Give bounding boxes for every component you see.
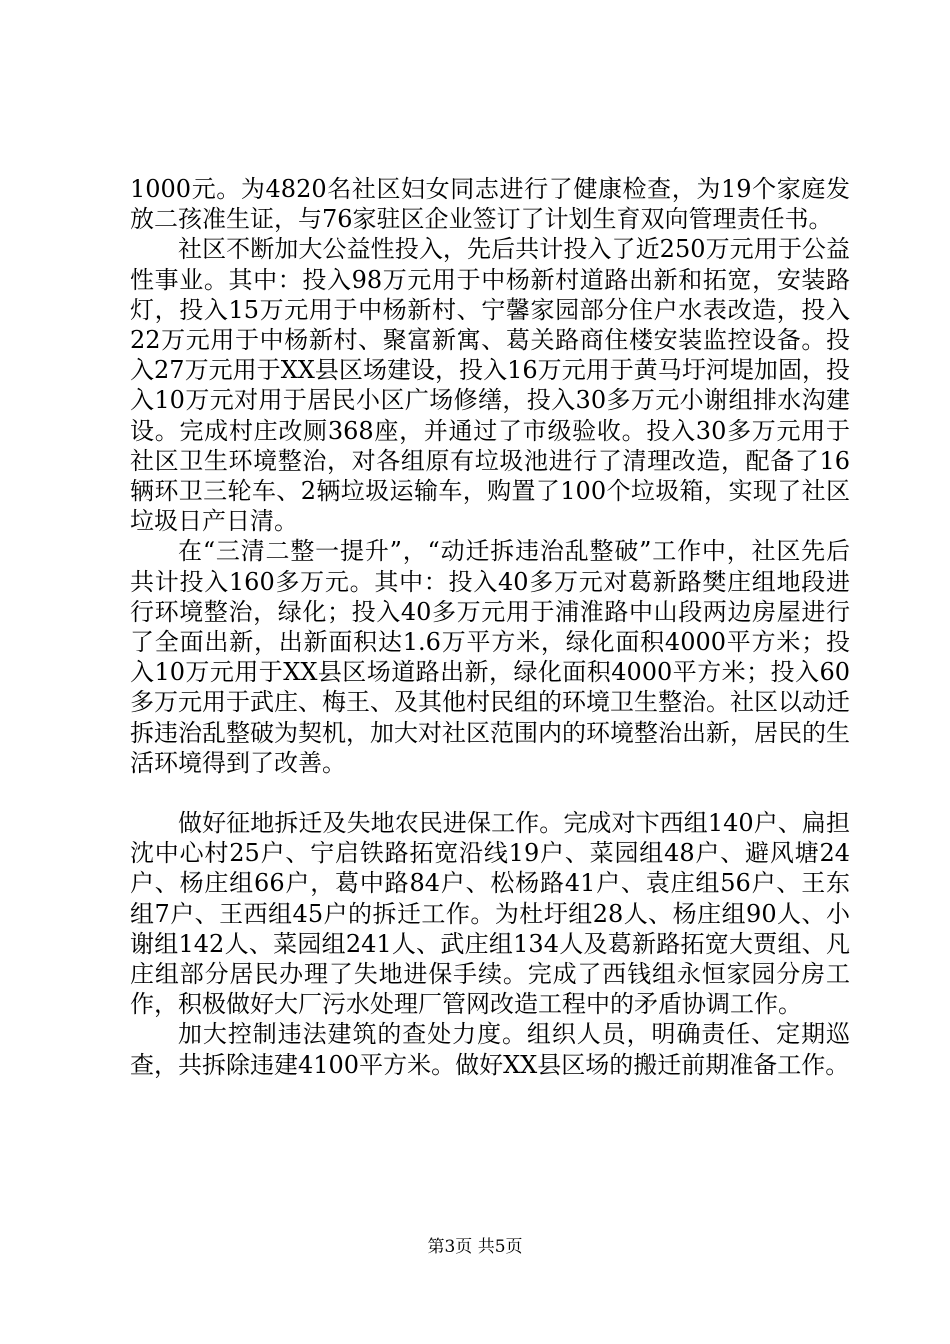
paragraph-3: 在“三清二整一提升”，“动迁拆违治乱整破”工作中，社区先后共计投入160多万元。其中：投入40多万元对葛新路樊庄组地段进行环境整治，绿化；投入40多万元用于浦淮路中山段两边房屋进行了全面出新，出新面积达1.6万平方米，绿化面积4000平方米；投入10万元用于XX县区场道路出新，绿化面积4000平方米；投入60多万元用于武庄、梅王、及其他村民组的环境卫生整治。社区以动迁拆违治乱整破为契机，加大对社区范围内的环境整治出新，居民的生活环境得到了改善。 [130,537,850,777]
paragraph-5: 加大控制违法建筑的查处力度。组织人员，明确责任、定期巡查，共拆除违建4100平方米。做好XX县区场的搬迁前期准备工作。 [130,1020,850,1079]
page-footer: 第3页 共5页 [427,1237,523,1257]
paragraph-4: 做好征地拆迁及失地农民进保工作。完成对卞西组140户、扁担沈中心村25户、宁启铁路拓宽沿线19户、菜园组48户、避风塘24户、杨庄组66户，葛中路84户、松杨路41户、袁庄组56户、王东组7户、王西组45户的拆迁工作。为杜圩组28人、杨庄组90人、小谢组142人、菜园组241人、武庄组134人及葛新路拓宽大贾组、凡庄组部分居民办理了失地进保手续。完成了西钱组永恒家园分房工作，积极做好大厂污水处理厂管网改造工程中的矛盾协调工作。 [130,809,850,1019]
paragraph-2: 社区不断加大公益性投入，先后共计投入了近250万元用于公益性事业。其中：投入98万元用于中杨新村道路出新和拓宽，安装路灯，投入15万元用于中杨新村、宁馨家园部分住户水表改造，投入22万元用于中杨新村、聚富新寓、葛关路商住楼安装监控设备。投入27万元用于XX县区场建设，投入16万元用于黄马圩河堤加固，投入10万元对用于居民小区广场修缮，投入30多万元小谢组排水沟建设。完成村庄改厕368座，并通过了市级验收。投入30多万元用于社区卫生环境整治，对各组原有垃圾池进行了清理改造，配备了16辆环卫三轮车、2辆垃圾运输车，购置了100个垃圾箱，实现了社区垃圾日产日清。 [130,235,850,536]
document-body [130,174,850,1080]
paragraph-1: 1000元。为4820名社区妇女同志进行了健康检查，为19个家庭发放二孩准生证，与76家驻区企业签订了计划生育双向管理责任书。 [130,175,850,234]
